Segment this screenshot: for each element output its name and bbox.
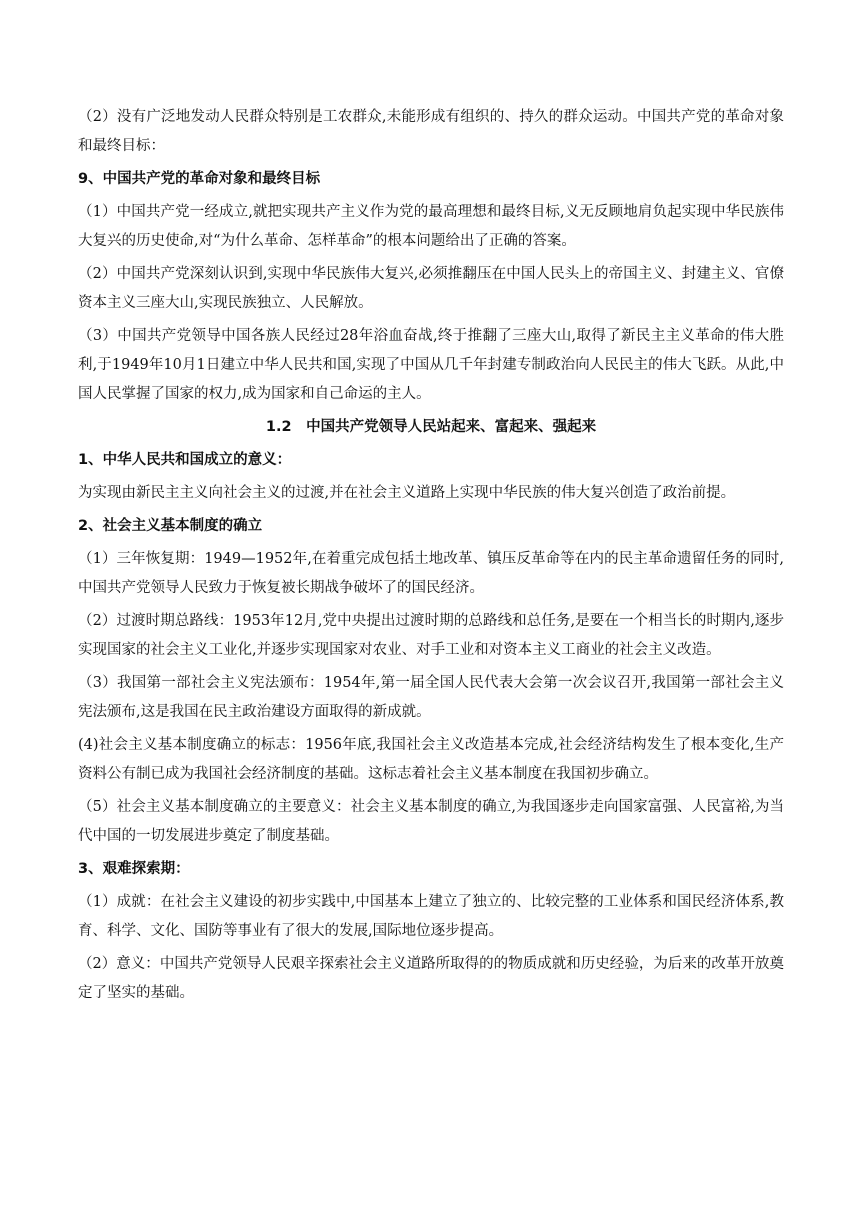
para-2-5: （5）社会主义基本制度确立的主要意义：社会主义基本制度的确立,为我国逐步走向国家富强、人民富裕,为当代中国的一切发展进步奠定了制度基础。 — [78, 799, 784, 844]
para-intro-2: （2）没有广泛地发动人民群众特别是工农群众,未能形成有组织的、持久的群众运动。中国共产党的革命对象和最终目标： — [78, 109, 784, 154]
para-1-body: 为实现由新民主主义向社会主义的过渡,并在社会主义道路上实现中华民族的伟大复兴创造了政治前提。 — [78, 485, 736, 501]
heading-2: 2、社会主义基本制度的确立 — [78, 518, 263, 534]
para-3-2: （2）意义：中国共产党领导人民艰辛探索社会主义道路所取得的的物质成就和历史经验，为后来的改革开放奠定了坚实的基础。 — [78, 956, 784, 1001]
para-2-3: （3）我国第一部社会主义宪法颁布：1954年,第一届全国人民代表大会第一次会议召开,我国第一部社会主义宪法颁布,这是我国在民主政治建设方面取得的新成就。 — [78, 675, 784, 720]
para-3-1: （1）成就：在社会主义建设的初步实践中,中国基本上建立了独立的、比较完整的工业体系和国民经济体系,教育、科学、文化、国防等事业有了很大的发展,国际地位逐步提高。 — [78, 894, 784, 939]
para-9-3: （3）中国共产党领导中国各族人民经过28年浴血奋战,终于推翻了三座大山,取得了新民主主义革命的伟大胜利,于1949年10月1日建立中华人民共和国,实现了中国从几千年封建专制政治向人民民主的伟大飞跃。从此,中国人民掌握了国家的权力,成为国家和自己命运的主人。 — [78, 328, 784, 402]
para-2-4: (4)社会主义基本制度确立的标志：1956年底,我国社会主义改造基本完成,社会经济结构发生了根本变化,生产资料公有制已成为我国社会经济制度的基础。这标志着社会主义基本制度在我国初步确立。 — [78, 737, 784, 782]
para-2-2: （2）过渡时期总路线：1953年12月,党中央提出过渡时期的总路线和总任务,是要在一个相当长的时期内,逐步实现国家的社会主义工业化,并逐步实现国家对农业、对手工业和对资本主义工商业的社会主义改造。 — [78, 613, 784, 658]
para-9-1: （1）中国共产党一经成立,就把实现共产主义作为党的最高理想和最终目标,义无反顾地肩负起实现中华民族伟大复兴的历史使命,对“为什么革命、怎样革命”的根本问题给出了正确的答案。 — [78, 204, 784, 249]
heading-1: 1、中华人民共和国成立的意义： — [78, 452, 292, 468]
document-page — [78, 103, 784, 1012]
heading-3: 3、艰难探索期： — [78, 861, 190, 877]
para-9-2: （2）中国共产党深刻认识到,实现中华民族伟大复兴,必须推翻压在中国人民头上的帝国主义、封建主义、官僚资本主义三座大山,实现民族独立、人民解放。 — [78, 266, 784, 311]
section-title-1-2: 1.2 中国共产党领导人民站起来、富起来、强起来 — [265, 419, 597, 435]
para-2-1: （1）三年恢复期：1949—1952年,在着重完成包括土地改革、镇压反革命等在内的民主革命遗留任务的同时,中国共产党领导人民致力于恢复被长期战争破坏了的国民经济。 — [78, 551, 784, 596]
heading-9: 9、中国共产党的革命对象和最终目标 — [78, 171, 321, 187]
